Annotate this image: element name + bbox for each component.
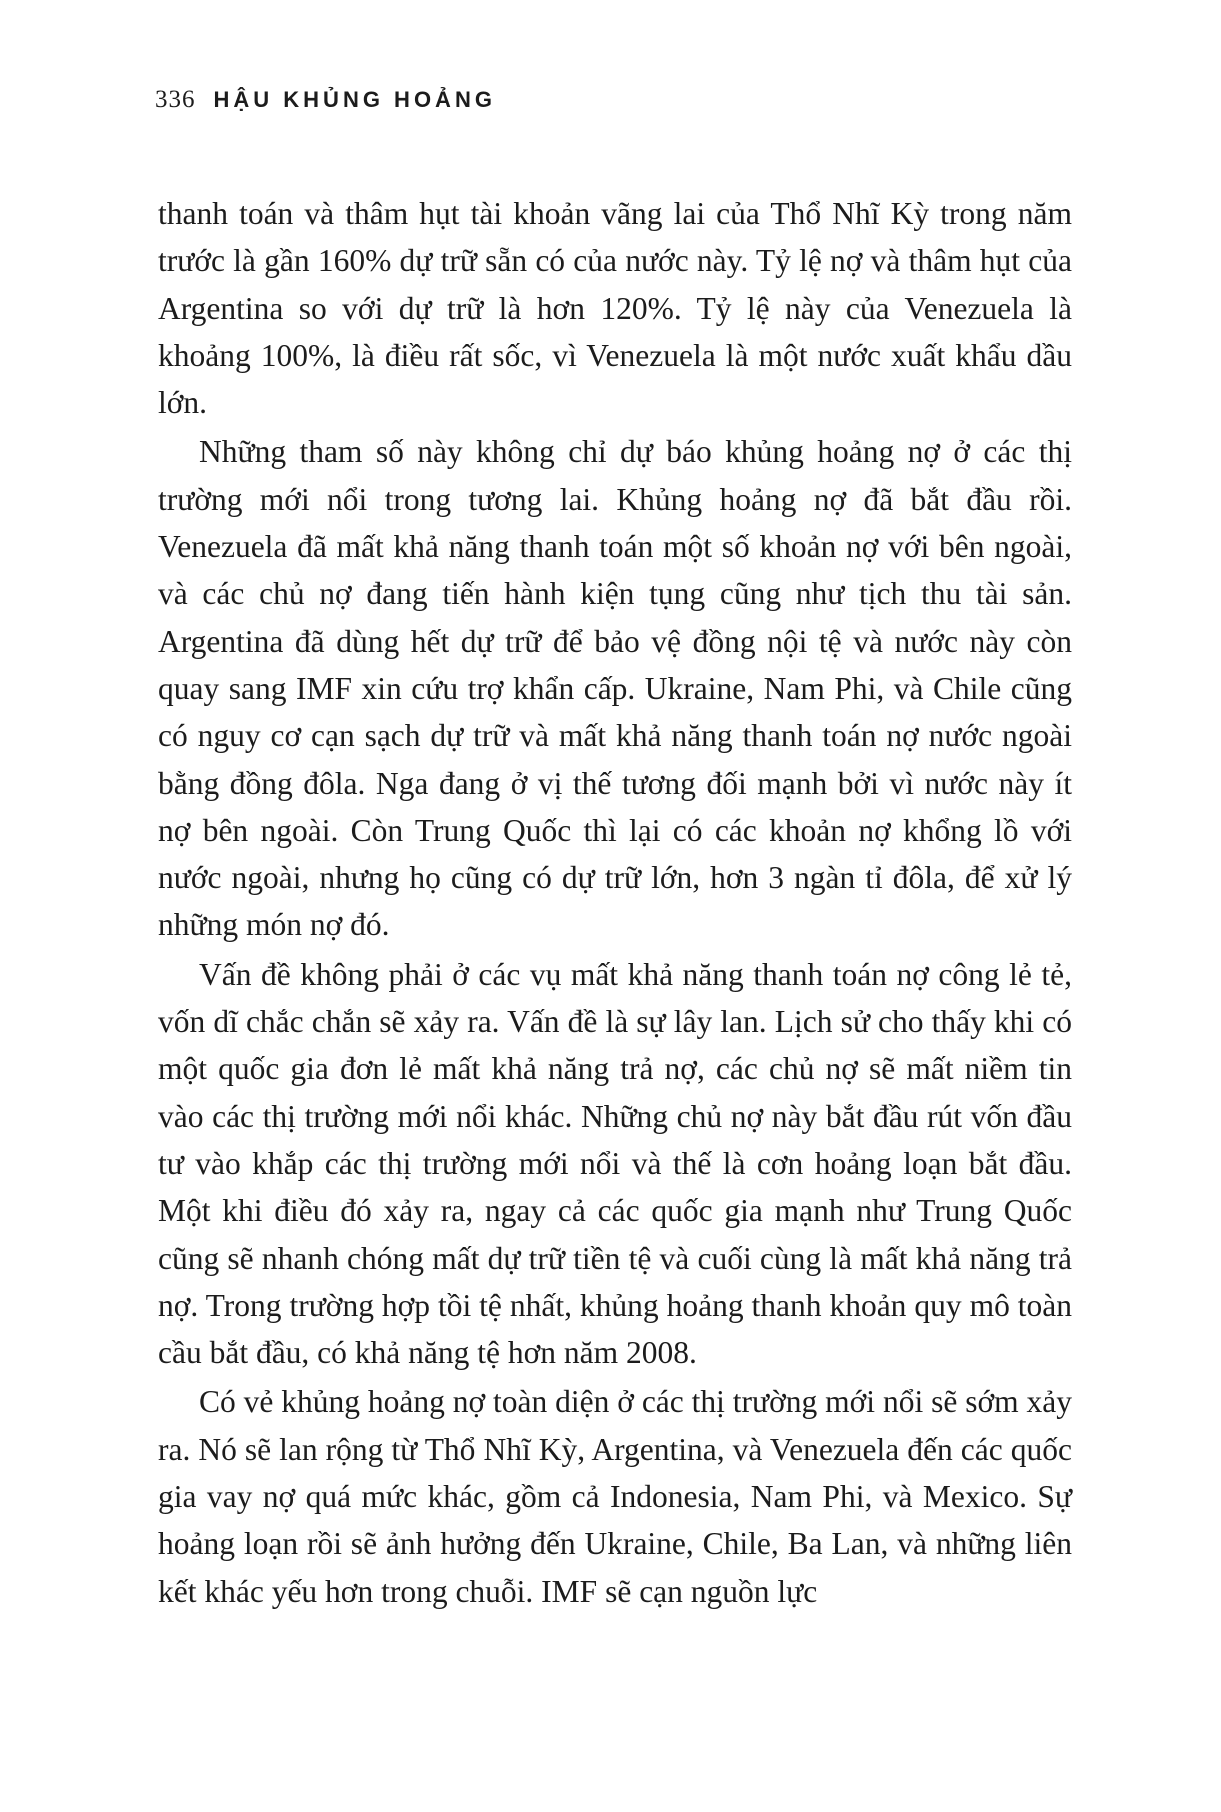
page-number: 336 bbox=[155, 86, 196, 113]
paragraph: Vấn đề không phải ở các vụ mất khả năng thanh toán nợ công lẻ tẻ, vốn dĩ chắc chắn sẽ xảy ra. Vấn đề là sự lây lan. Lịch sử cho thấy khi có một quốc gia đơn lẻ mất khả năng trả nợ, các chủ nợ sẽ mất niềm tin vào các thị trường mới nổi khác. Những chủ nợ này bắt đầu rút vốn đầu tư vào khắp các thị trường mới nổi và thế là cơn hoảng loạn bắt đầu. Một khi điều đó xảy ra, ngay cả các quốc gia mạnh như Trung Quốc cũng sẽ nhanh chóng mất dự trữ tiền tệ và cuối cùng là mất khả năng trả nợ. Trong trường hợp tồi tệ nhất, khủng hoảng thanh khoản quy mô toàn cầu bắt đầu, có khả năng tệ hơn năm 2008. bbox=[158, 956, 1072, 1371]
paragraph-continued: thanh toán và thâm hụt tài khoản vãng lai của Thổ Nhĩ Kỳ trong năm trước là gần 160% dự trữ sẵn có của nước này. Tỷ lệ nợ và thâm hụt của Argentina so với dự trữ là hơn 120%. Tỷ lệ này của Venezuela là khoảng 100%, là điều rất sốc, vì Venezuela là một nước xuất khẩu dầu lớn. bbox=[158, 196, 1072, 421]
body-text bbox=[158, 190, 1072, 1617]
paragraph: Có vẻ khủng hoảng nợ toàn diện ở các thị trường mới nổi sẽ sớm xảy ra. Nó sẽ lan rộng từ Thổ Nhĩ Kỳ, Argentina, và Venezuela đến các quốc gia vay nợ quá mức khác, gồm cả Indonesia, Nam Phi, và Mexico. Sự hoảng loạn rồi sẽ ảnh hưởng đến Ukraine, Chile, Ba Lan, và những liên kết khác yếu hơn trong chuỗi. IMF sẽ cạn nguồn lực bbox=[158, 1384, 1072, 1609]
paragraph: Những tham số này không chỉ dự báo khủng hoảng nợ ở các thị trường mới nổi trong tương lai. Khủng hoảng nợ đã bắt đầu rồi. Venezuela đã mất khả năng thanh toán một số khoản nợ với bên ngoài, và các chủ nợ đang tiến hành kiện tụng cũng như tịch thu tài sản. Argentina đã dùng hết dự trữ để bảo vệ đồng nội tệ và nước này còn quay sang IMF xin cứu trợ khẩn cấp. Ukraine, Nam Phi, và Chile cũng có nguy cơ cạn sạch dự trữ và mất khả năng thanh toán nợ nước ngoài bằng đồng đôla. Nga đang ở vị thế tương đối mạnh bởi vì nước này ít nợ bên ngoài. Còn Trung Quốc thì lại có các khoản nợ khổng lồ với nước ngoài, nhưng họ cũng có dự trữ lớn, hơn 3 ngàn tỉ đôla, để xử lý những món nợ đó. bbox=[158, 434, 1072, 943]
book-title: HẬU KHỦNG HOẢNG bbox=[213, 87, 496, 112]
running-head bbox=[155, 86, 496, 114]
